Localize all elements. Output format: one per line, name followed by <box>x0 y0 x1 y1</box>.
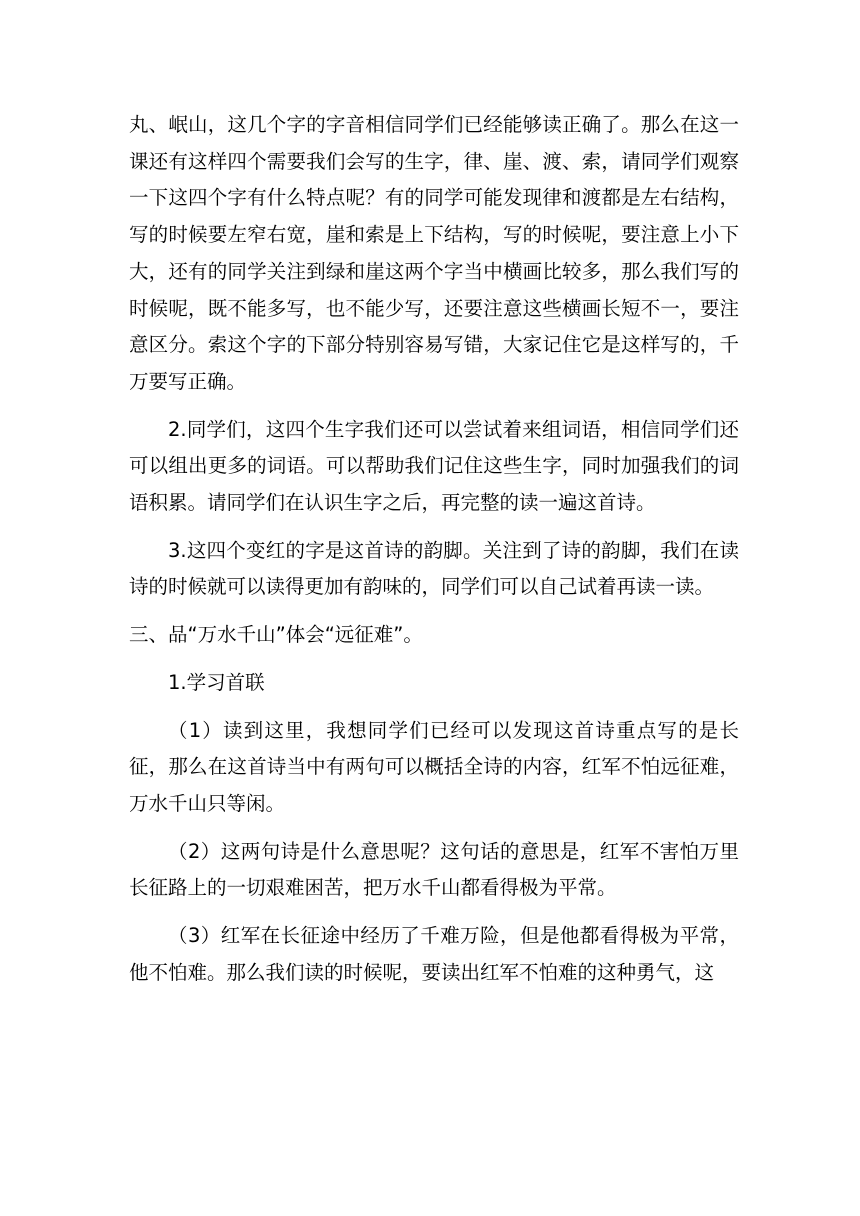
subheading-first-couplet: 1.学习首联 <box>168 670 265 694</box>
paragraph-stroke-notes: 丸、岷山，这几个字的字音相信同学们已经能够读正确了。那么在这一课还有这样四个需要我们会写的生字，律、崖、渡、索，请同学们观察一下这四个字有什么特点呢？有的同学可能发现律和渡都是左右结构，写的时候要左窄右宽，崖和索是上下结构，写的时候呢，要注意上小下大，还有的同学关注到绿和崖这两个字当中横画比较多，那么我们写的时候呢，既不能多写，也不能少写，还要注意这些横画长短不一，要注意区分。索这个字的下部分特别容易写错，大家记住它是这样写的，千万要写正确。 <box>129 113 739 393</box>
paragraph-rhyme: 3.这四个变红的字是这首诗的韵脚。关注到了诗的韵脚，我们在读诗的时候就可以读得更加有韵味的，同学们可以自己试着再读一读。 <box>129 538 739 599</box>
document-body <box>129 107 739 1002</box>
paragraph-word-building: 2.同学们，这四个生字我们还可以尝试着来组词语，相信同学们还可以组出更多的词语。可以帮助我们记住这些生字，同时加强我们的词语积累。请同学们在认识生字之后，再完整的读一遍这首诗。 <box>129 417 739 515</box>
paragraph-item-3: （3）红军在长征途中经历了千难万险，但是他都看得极为平常，他不怕难。那么我们读的时候呢，要读出红军不怕难的这种勇气，这 <box>129 924 739 984</box>
paragraph-item-2: （2）这两句诗是什么意思呢？这句话的意思是，红军不害怕万里长征路上的一切艰难困苦，把万水千山都看得极为平常。 <box>129 839 739 900</box>
section-heading-three: 三、品“万水千山”体会“远征难”。 <box>129 623 423 647</box>
paragraph-item-1: （1）读到这里，我想同学们已经可以发现这首诗重点写的是长征，那么在这首诗当中有两句可以概括全诗的内容，红军不怕远征难，万水千山只等闲。 <box>129 718 739 815</box>
